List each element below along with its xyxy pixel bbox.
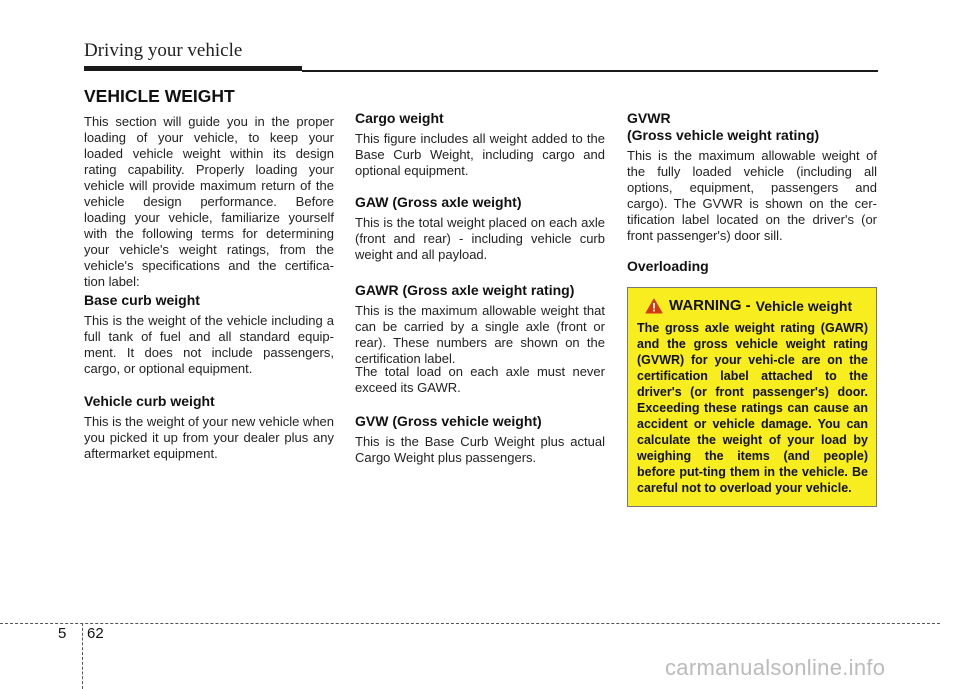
gvwr-heading-line1: GVWR <box>627 110 671 126</box>
footer-rule <box>0 623 940 624</box>
chapter-number: 5 <box>58 625 67 642</box>
gvwr-heading-line2: (Gross vehicle weight rating) <box>627 127 820 143</box>
warning-triangle-icon <box>645 298 663 314</box>
gawr-heading: GAWR (Gross axle weight rating) <box>355 282 575 298</box>
gvw-heading: GVW (Gross vehicle weight) <box>355 413 542 429</box>
gawr-text-1: This is the maximum allowable weight that can be carried by a single axle (front or rear). These numbers are shown on the certification label. <box>355 303 605 366</box>
gawr-text-2: The total load on each axle must never exceed its GAWR. <box>355 364 605 395</box>
page-number: 62 <box>87 625 104 642</box>
section-title: VEHICLE WEIGHT <box>84 86 235 106</box>
vehicle-curb-text: This is the weight of your new vehicle when you picked it up from your dealer plus any aftermarket equipment. <box>84 414 335 461</box>
intro-paragraph: This section will guide you in the proper loading of your vehicle, to keep your loaded vehicle weight within its design rating capability. Properly loading your vehicle will provide maximum return of the vehicle design performance. Before loading your vehicle, familiarize yourself with the following terms for determining your vehicle's weight ratings, from the vehicle's specifications and the certifica-tion label: <box>84 114 334 289</box>
warning-title: WARNING - <box>669 297 751 314</box>
gvw-text: This is the Base Curb Weight plus actual Cargo Weight plus passengers. <box>355 434 605 465</box>
gaw-text: This is the total weight placed on each axle (front and rear) - including vehicle curb weight and all payload. <box>355 215 605 262</box>
header-rule <box>302 70 878 72</box>
vehicle-curb-heading: Vehicle curb weight <box>84 393 215 409</box>
warning-box <box>627 287 877 507</box>
gaw-heading: GAW (Gross axle weight) <box>355 194 522 210</box>
base-curb-text: This is the weight of the vehicle including a full tank of fuel and all standard equip-ment. It does not include passengers, cargo, or optional equipment. <box>84 313 334 376</box>
watermark: carmanualsonline.info <box>665 655 886 680</box>
warning-subtitle: Vehicle weight <box>755 297 853 314</box>
footer-divider <box>82 623 83 689</box>
cargo-heading: Cargo weight <box>355 110 444 126</box>
base-curb-heading: Base curb weight <box>84 292 200 308</box>
gvwr-text: This is the maximum allowable weight of the fully loaded vehicle (including all options, equipment, passengers and cargo). The GVWR is shown on the cer-tification label located on the driver's (or front passenger's) door sill. <box>627 148 877 243</box>
cargo-text: This figure includes all weight added to the Base Curb Weight, including cargo and optional equipment. <box>355 131 605 178</box>
overloading-heading: Overloading <box>627 258 709 274</box>
header-title: Driving your vehicle <box>84 40 243 61</box>
warning-header <box>645 297 852 314</box>
header-bar <box>84 66 302 71</box>
warning-body: The gross axle weight rating (GAWR) and the gross vehicle weight rating (GVWR) for your vehi-cle are on the certification label attached to the driver's (or front passenger's) door. Exceeding these ratings can cause an accident or vehicle damage. You can calculate the weight of your load by weighing the items (and people) before put-ting them in the vehicle. Be careful not to overload your vehicle. <box>637 321 868 495</box>
